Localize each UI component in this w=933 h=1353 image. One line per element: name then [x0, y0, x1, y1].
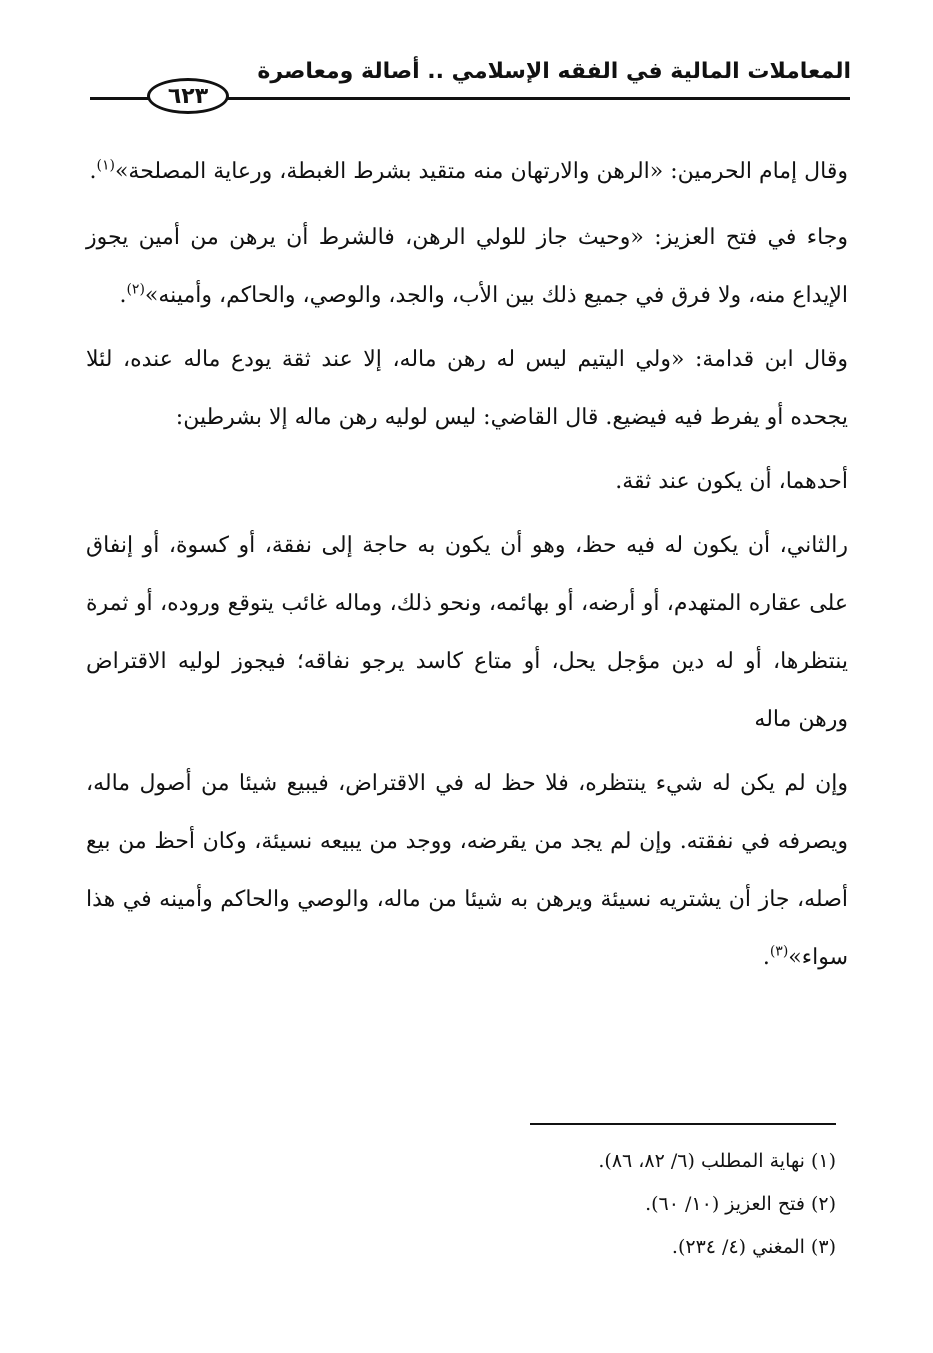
footnote-ref: (٢) — [126, 281, 145, 298]
footnote-separator — [530, 1123, 836, 1125]
paragraph: وجاء في فتح العزيز: «وحيث جاز للولي الرهن، فالشرط أن يرهن من أمين يجوز الإيداع منه، ولا فرق في جميع ذلك بين الأب، والجد، والوصي، والحاكم، وأمينه»$^{(٢)}$. — [86, 225, 848, 308]
footnote: (١) نهاية المطلب (٦/ ٨٢، ٨٦). — [598, 1150, 836, 1172]
paragraph: وقال إمام الحرمين: «الرهن والارتهان منه متقيد بشرط الغبطة، ورعاية المصلحة»$^{(١)}$. — [89, 157, 848, 184]
footnote-ref: (١) — [96, 157, 115, 174]
running-header-title: المعاملات المالية في الفقه الإسلامي .. أصالة ومعاصرة — [257, 59, 851, 84]
paragraph: أحدهما، أن يكون عند ثقة. — [615, 469, 848, 494]
footnote-ref: (٣) — [769, 943, 789, 960]
paragraph: رالثاني، أن يكون له فيه حظ، وهو أن يكون به حاجة إلى نفقة، أو كسوة، أو إنفاق على عقاره المتهدم، أو أرضه، أو بهائمه، ونحو ذلك، وماله غائب يتوقع وروده، أو ثمرة ينتظرها، أو له دين مؤجل يحل، أو متاع كاسد يرجو نفاقه؛ فيجوز لوليه الاقتراض ورهن ماله — [86, 533, 848, 732]
footnote: (٢) فتح العزيز (١٠/ ٦٠). — [645, 1193, 836, 1215]
footnotes — [336, 1140, 836, 1269]
body-text — [86, 143, 848, 993]
footnote: (٣) المغني (٤/ ٢٣٤). — [671, 1236, 836, 1258]
paragraph: وإن لم يكن له شيء ينتظره، فلا حظ له في الاقتراض، فيبيع شيئا من أصول ماله، ويصرفه في نفقته. وإن لم يجد من يقرضه، ووجد من يبيعه نسيئة، وكان أحظ من بيع أصله، جاز أن يشتريه نسيئة ويرهن به شيئا من ماله، والوصي والحاكم وأمينه في هذا سواء»$^{(٣)}$. — [86, 771, 848, 970]
page-number: ٦٢٣ — [147, 78, 229, 114]
paragraph: وقال ابن قدامة: «ولي اليتيم ليس له رهن ماله، إلا عند ثقة يودع ماله عنده، لئلا يجحده أو يفرط فيه فيضيع. قال القاضي: ليس لوليه رهن ماله إلا بشرطين: — [86, 347, 848, 430]
